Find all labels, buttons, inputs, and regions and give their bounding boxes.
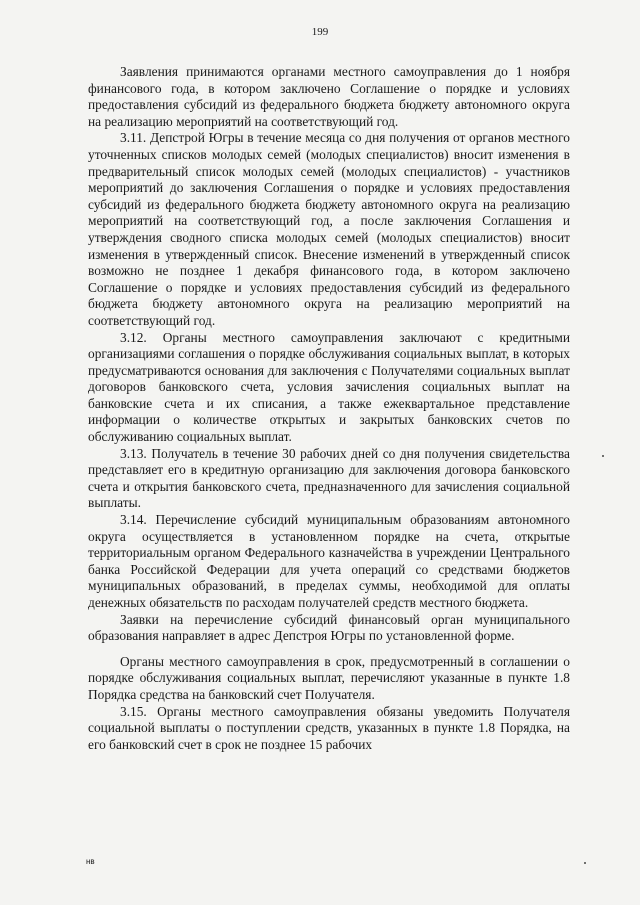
paragraph-requests: Заявки на перечисление субсидий финансовый орган муниципального образования направляет в адрес Депстроя Югры по установленной форме.	[88, 611, 570, 644]
paragraph-3-11: 3.11. Депстрой Югры в течение месяца со дня получения от органов местного уточненных списков молодых семей (молодых специалистов) вносит изменения в предварительный список молодых семей (молодых специалистов) - участников мероприятий до заключения Соглашения о порядке и условиях предоставления субсидий из федерального бюджета бюджету автономного округа на реализацию мероприятий на соответствующий год, а после заключения Соглашения и утверждения сводного списка молодых семей (молодых специалистов) вносит изменения в утвержденный список. Внесение изменений в утвержденный список возможно не позднее 1 декабря финансового года, в котором заключено Соглашение о порядке и условиях предоставления субсидий из федерального бюджета бюджету автономного округа на реализацию мероприятий на соответствующий год.	[88, 130, 570, 328]
document-body	[88, 64, 570, 753]
paragraph-3-14: 3.14. Перечисление субсидий муниципальным образованиям автономного округа осуществляется в установленном порядке на счета, открытые территориальным органом Федерального казначейства в учреждении Центрального банка Российской Федерации для учета операций со средствами бюджетов муниципальных образований, в пределах суммы, необходимой для оплаты денежных обязательств по расходам получателей средств местного бюджета.	[88, 512, 570, 610]
scan-speck	[602, 455, 604, 457]
paragraph-3-12: 3.12. Органы местного самоуправления заключают с кредитными организациями соглашения о порядке обслуживания социальных выплат, в которых предусматриваются основания для заключения с Получателями социальных выплат договоров банковского счета, условия зачисления социальных выплат на банковские счета и их списания, а также ежеквартальное представление информации о количестве открытых и закрытых банковских счетов по обслуживанию социальных выплат.	[88, 329, 570, 445]
footer-initials: нв	[86, 857, 95, 866]
paragraph-3-13: 3.13. Получатель в течение 30 рабочих дней со дня получения свидетельства представляет его в кредитную организацию для заключения договора банковского счета и открытия банковского счета, предназначенного для зачисления социальной выплаты.	[88, 445, 570, 511]
page-number: 199	[311, 26, 329, 38]
paragraph-3-15: 3.15. Органы местного самоуправления обязаны уведомить Получателя социальной выплаты о поступлении средств, указанных в пункте 1.8 Порядка, на его банковский счет в срок не позднее 15 рабочих	[88, 703, 570, 752]
paragraph-applications-deadline: Заявления принимаются органами местного самоуправления до 1 ноября финансового года, в котором заключено Соглашение о порядке и условиях предоставления субсидий из федерального бюджета бюджету автономного округа на реализацию мероприятий на соответствующий год.	[88, 64, 570, 129]
scan-speck	[584, 862, 586, 864]
paragraph-transfer: Органы местного самоуправления в срок, предусмотренный в соглашении о порядке обслуживания социальных выплат, перечисляют указанные в пункте 1.8 Порядка средства на банковский счет Получателя.	[88, 653, 570, 702]
